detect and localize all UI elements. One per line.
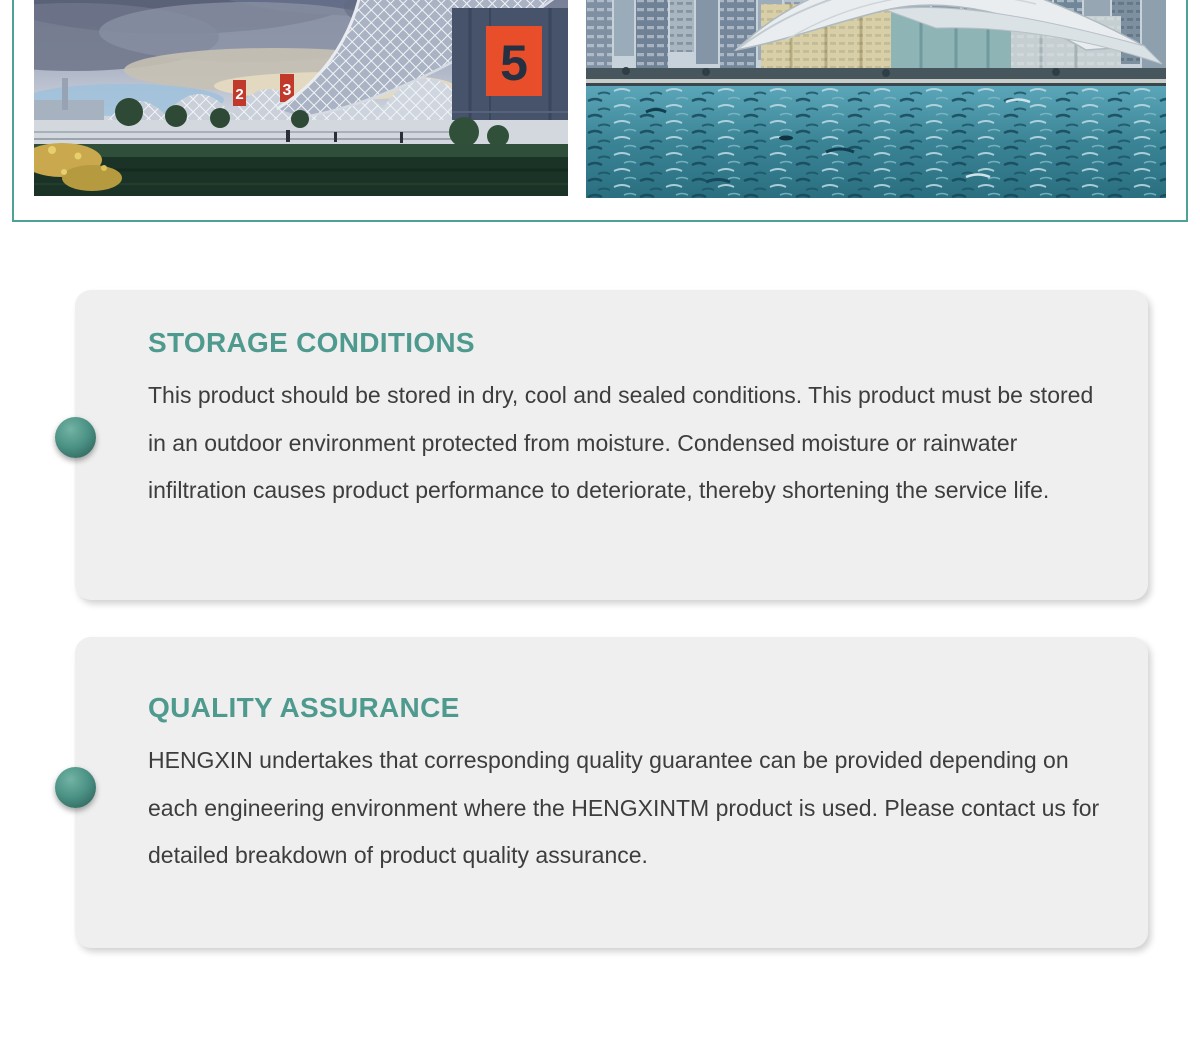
hall-banner-2-label: 2 <box>235 86 244 103</box>
hall-number-sign-label: 5 <box>500 35 528 91</box>
bullet-sphere-icon <box>55 767 96 808</box>
storage-conditions-body: This product should be stored in dry, cool and sealed conditions. This product must be stored in an outdoor environment protected from moisture. Condensed moisture or rainwater infiltration causes product performance to deteriorate, thereby shortening the service life. <box>148 382 1094 503</box>
storage-conditions-title: STORAGE CONDITIONS <box>148 327 475 358</box>
harbor-illustration <box>586 0 1166 198</box>
photo-banner-frame <box>12 0 1188 222</box>
quality-assurance-body: HENGXIN undertakes that corresponding quality guarantee can be provided depending on each engineering environment where the HENGXINTM product is used. Please contact us for detailed breakdown of product quality assurance. <box>148 747 1100 868</box>
small-boat <box>779 136 793 141</box>
hall-banner-3-label: 3 <box>282 82 292 99</box>
quality-assurance-title: QUALITY ASSURANCE <box>148 692 460 723</box>
quality-assurance-card <box>75 637 1148 948</box>
photo-exhibition-center <box>34 0 568 196</box>
photo-harbor-convention-center <box>586 0 1166 198</box>
bullet-sphere-icon <box>55 417 96 458</box>
storage-conditions-card <box>75 290 1148 600</box>
exhibition-center-illustration <box>34 0 568 196</box>
